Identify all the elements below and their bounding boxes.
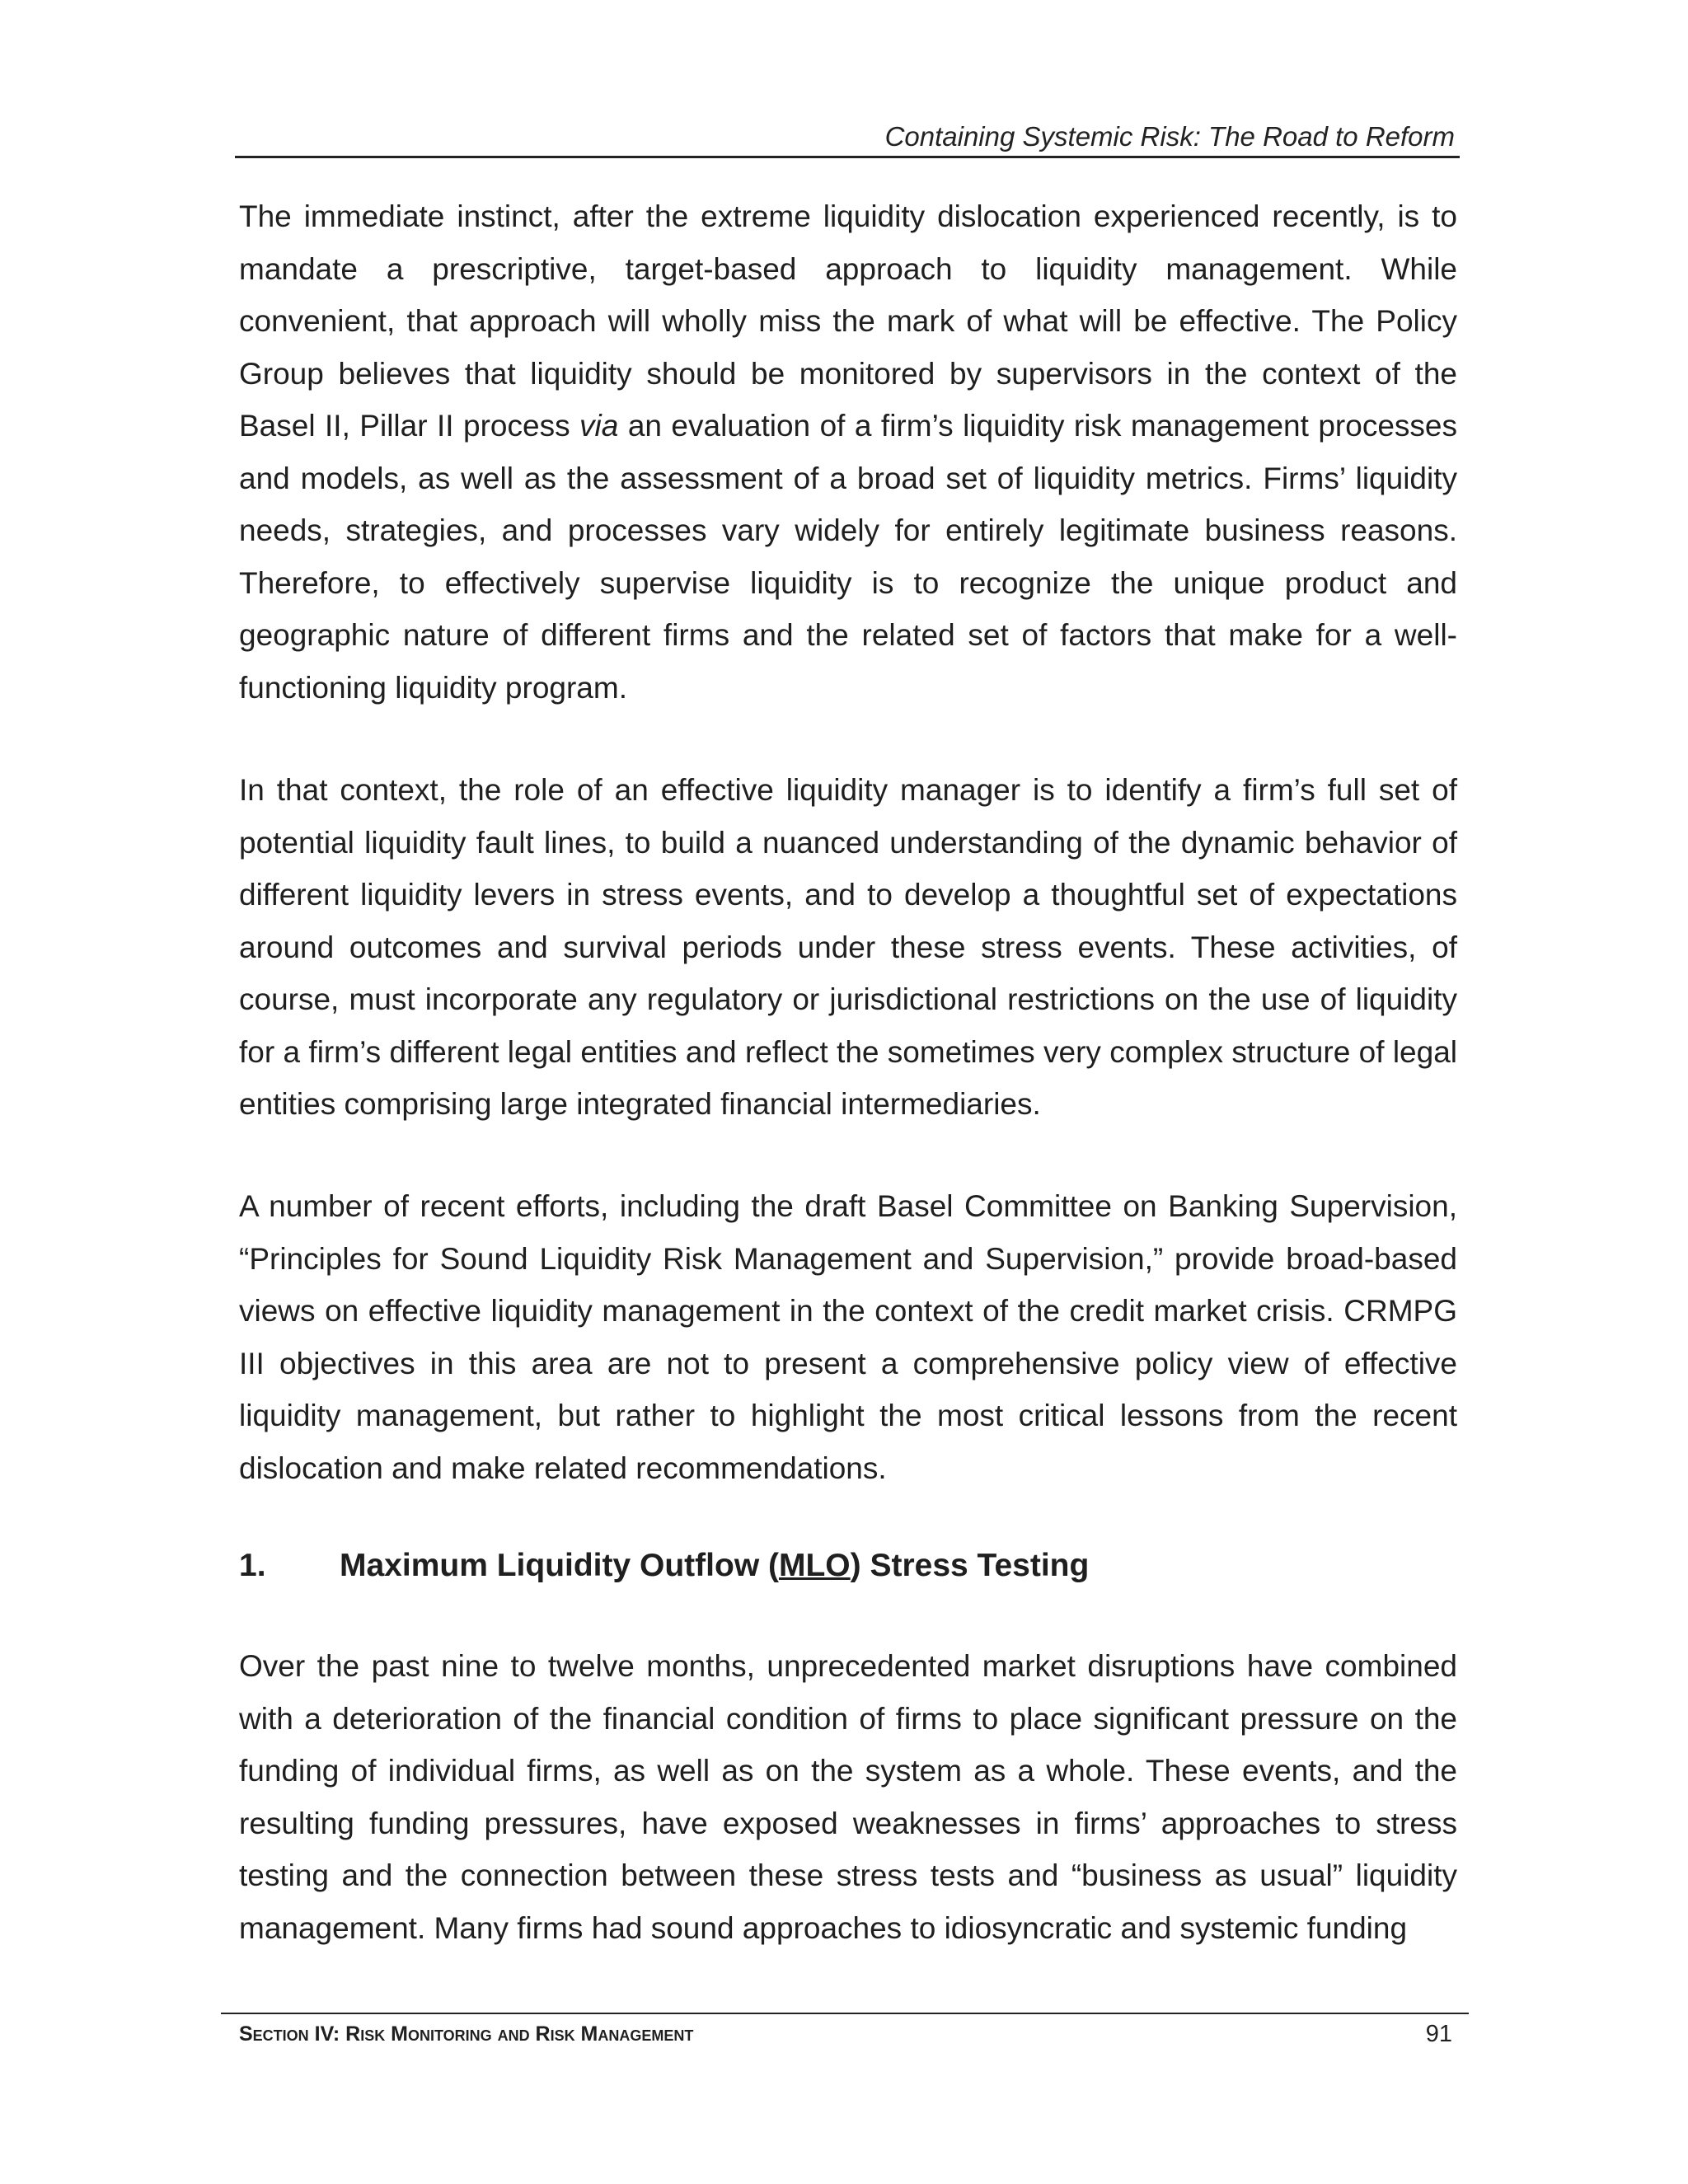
section-heading-title-end: ) Stress Testing <box>850 1548 1090 1583</box>
section-heading-abbreviation: MLO <box>778 1548 851 1583</box>
running-footer <box>221 2013 1469 2050</box>
paragraph-text: an evaluation of a firm’s liquidity risk management processes and models, as well as the assessment of a broad set of liquidity metrics. Firms’ liquidity needs, strategies, and processes vary widely for entirely legitimate business reasons. Therefore, to effectively supervise liquidity is to recognize the unique product and geographic nature of different firms and the related set of factors that make for a well-functioning liquidity program. <box>239 409 1457 705</box>
page-number: 91 <box>1425 2021 1452 2047</box>
running-header <box>235 122 1460 158</box>
paragraph-market-disruptions: Over the past nine to twelve months, unprecedented market disruptions have combined with a deterioration of the financial condition of firms to place significant pressure on the funding of individual firms, as well as on the system as a whole. These events, and the resulting funding pressures, have exposed weaknesses in firms’ approaches to stress testing and the connection between these stress tests and “business as usual” liquidity management. Many firms had sound approaches to idiosyncratic and systemic funding <box>239 1649 1457 1945</box>
running-header-title: Containing Systemic Risk: The Road to Reform <box>884 121 1455 152</box>
paragraph-text: The immediate instinct, after the extreme liquidity dislocation experienced recently, is to mandate a prescriptive, target-based approach to liquidity management. While convenient, that approach will wholly miss the mark of what will be effective. The Policy Group believes that liquidity should be monitored by supervisors in the context of the Basel II, Pillar II process <box>239 199 1457 443</box>
section-heading-number: 1. <box>239 1548 266 1583</box>
paragraph-recent-efforts: A number of recent efforts, including the draft Basel Committee on Banking Supervision, “Principles for Sound Liquidity Risk Management and Supervision,” provide broad-based views on effective liquidity management in the context of the credit market crisis. CRMPG III objectives in this area are not to present a comprehensive policy view of effective liquidity management, but rather to highlight the most critical lessons from the recent dislocation and make related recommendations. <box>239 1189 1457 1485</box>
footer-section-label: Section IV: Risk Monitoring and Risk Management <box>239 2022 694 2046</box>
paragraph-liquidity-manager-role: In that context, the role of an effective liquidity manager is to identify a firm’s full set of potential liquidity fault lines, to build a nuanced understanding of the dynamic behavior of different liquidity levers in stress events, and to develop a thoughtful set of expectations around outcomes and survival periods under these stress events. These activities, of course, must incorporate any regulatory or jurisdictional restrictions on the use of liquidity for a firm’s different legal entities and reflect the sometimes very complex structure of legal entities comprising large integrated financial intermediaries. <box>239 773 1457 1121</box>
paragraph-liquidity-approach <box>239 190 1457 714</box>
section-heading <box>239 1548 1089 1584</box>
paragraph-italic-via: via <box>579 409 619 443</box>
section-heading-title: Maximum Liquidity Outflow ( <box>340 1548 779 1583</box>
